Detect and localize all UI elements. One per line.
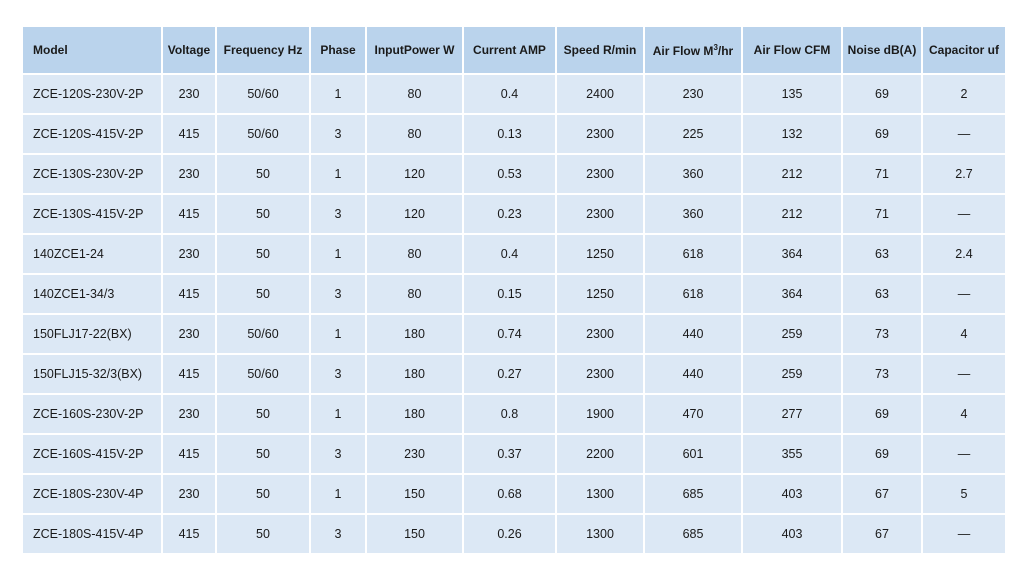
table-cell: 50 [217, 235, 309, 273]
table-cell: 230 [163, 75, 215, 113]
model-cell: 150FLJ17-22(BX) [23, 315, 161, 353]
table-cell: 50 [217, 475, 309, 513]
table-cell: 1 [311, 75, 365, 113]
table-cell: 73 [843, 315, 921, 353]
table-cell: 601 [645, 435, 741, 473]
model-cell: 140ZCE1-34/3 [23, 275, 161, 313]
column-header: Current AMP [464, 27, 555, 73]
table-cell: 685 [645, 515, 741, 553]
table-cell: 2300 [557, 155, 643, 193]
table-cell: 5 [923, 475, 1005, 513]
table-cell: 230 [163, 155, 215, 193]
table-cell: 1 [311, 155, 365, 193]
table-cell: 120 [367, 195, 462, 233]
column-header: Air Flow CFM [743, 27, 841, 73]
table-cell: 80 [367, 275, 462, 313]
table-cell: 230 [367, 435, 462, 473]
column-header: Voltage [163, 27, 215, 73]
table-cell: 0.13 [464, 115, 555, 153]
table-cell: 180 [367, 315, 462, 353]
table-row [23, 435, 1005, 473]
table-cell: — [923, 275, 1005, 313]
table-cell: 0.23 [464, 195, 555, 233]
table-cell: 180 [367, 395, 462, 433]
table-cell: 67 [843, 475, 921, 513]
table-row [23, 315, 1005, 353]
column-header [645, 27, 741, 73]
table-cell: — [923, 515, 1005, 553]
table-cell: 50 [217, 515, 309, 553]
table-row [23, 475, 1005, 513]
table-cell: 2.7 [923, 155, 1005, 193]
table-cell: 1 [311, 475, 365, 513]
table-cell: 230 [163, 395, 215, 433]
table-cell: 120 [367, 155, 462, 193]
header-superscript: 3 [713, 42, 718, 52]
table-cell: 2 [923, 75, 1005, 113]
table-row [23, 235, 1005, 273]
table-cell: — [923, 115, 1005, 153]
table-cell: — [923, 435, 1005, 473]
header-text: /hr [717, 43, 734, 58]
table-cell: 364 [743, 235, 841, 273]
table-cell: 50 [217, 395, 309, 433]
table-cell: — [923, 195, 1005, 233]
table-cell: 150 [367, 475, 462, 513]
column-header: InputPower W [367, 27, 462, 73]
spec-table-container [21, 25, 1007, 555]
table-cell: 230 [163, 235, 215, 273]
table-cell: 1 [311, 235, 365, 273]
table-cell: 180 [367, 355, 462, 393]
column-header: Model [23, 27, 161, 73]
table-cell: 69 [843, 115, 921, 153]
table-cell: 685 [645, 475, 741, 513]
table-cell: 80 [367, 75, 462, 113]
table-cell: 618 [645, 235, 741, 273]
table-cell: 135 [743, 75, 841, 113]
table-cell: 3 [311, 515, 365, 553]
table-cell: 63 [843, 235, 921, 273]
column-header: Phase [311, 27, 365, 73]
table-cell: 2300 [557, 195, 643, 233]
model-cell: 140ZCE1-24 [23, 235, 161, 273]
table-cell: 50 [217, 275, 309, 313]
table-cell: 1250 [557, 235, 643, 273]
table-cell: 0.27 [464, 355, 555, 393]
model-cell: ZCE-130S-415V-2P [23, 195, 161, 233]
table-cell: 277 [743, 395, 841, 433]
model-cell: ZCE-160S-415V-2P [23, 435, 161, 473]
table-cell: — [923, 355, 1005, 393]
fan-spec-table [21, 25, 1007, 555]
table-body [23, 75, 1005, 553]
table-cell: 415 [163, 435, 215, 473]
table-cell: 2300 [557, 315, 643, 353]
header-row [23, 27, 1005, 73]
table-cell: 0.15 [464, 275, 555, 313]
table-cell: 415 [163, 115, 215, 153]
table-cell: 364 [743, 275, 841, 313]
table-cell: 230 [163, 315, 215, 353]
table-cell: 440 [645, 315, 741, 353]
table-cell: 3 [311, 195, 365, 233]
table-header [23, 27, 1005, 73]
table-cell: 50 [217, 435, 309, 473]
table-cell: 230 [163, 475, 215, 513]
table-cell: 1250 [557, 275, 643, 313]
column-header: Frequency Hz [217, 27, 309, 73]
table-cell: 2300 [557, 115, 643, 153]
table-cell: 73 [843, 355, 921, 393]
table-cell: 50/60 [217, 315, 309, 353]
table-cell: 0.53 [464, 155, 555, 193]
table-cell: 50/60 [217, 355, 309, 393]
table-cell: 415 [163, 355, 215, 393]
table-cell: 259 [743, 315, 841, 353]
table-cell: 69 [843, 395, 921, 433]
table-cell: 67 [843, 515, 921, 553]
table-cell: 1900 [557, 395, 643, 433]
model-cell: ZCE-120S-230V-2P [23, 75, 161, 113]
table-cell: 355 [743, 435, 841, 473]
table-cell: 3 [311, 435, 365, 473]
table-cell: 50/60 [217, 115, 309, 153]
table-cell: 2200 [557, 435, 643, 473]
model-cell: ZCE-160S-230V-2P [23, 395, 161, 433]
model-cell: 150FLJ15-32/3(BX) [23, 355, 161, 393]
table-cell: 415 [163, 195, 215, 233]
model-cell: ZCE-180S-230V-4P [23, 475, 161, 513]
model-cell: ZCE-180S-415V-4P [23, 515, 161, 553]
table-cell: 1300 [557, 515, 643, 553]
table-cell: 415 [163, 515, 215, 553]
table-cell: 71 [843, 155, 921, 193]
table-cell: 0.8 [464, 395, 555, 433]
table-cell: 150 [367, 515, 462, 553]
table-cell: 618 [645, 275, 741, 313]
model-cell: ZCE-130S-230V-2P [23, 155, 161, 193]
model-cell: ZCE-120S-415V-2P [23, 115, 161, 153]
table-cell: 1 [311, 315, 365, 353]
table-row [23, 355, 1005, 393]
column-header: Noise dB(A) [843, 27, 921, 73]
table-row [23, 115, 1005, 153]
table-cell: 71 [843, 195, 921, 233]
table-cell: 50 [217, 195, 309, 233]
table-cell: 0.37 [464, 435, 555, 473]
table-cell: 132 [743, 115, 841, 153]
table-cell: 2.4 [923, 235, 1005, 273]
table-cell: 0.26 [464, 515, 555, 553]
table-cell: 415 [163, 275, 215, 313]
table-cell: 0.68 [464, 475, 555, 513]
table-cell: 80 [367, 235, 462, 273]
table-row [23, 195, 1005, 233]
table-cell: 3 [311, 115, 365, 153]
table-cell: 403 [743, 475, 841, 513]
table-cell: 69 [843, 75, 921, 113]
table-cell: 1 [311, 395, 365, 433]
table-cell: 0.74 [464, 315, 555, 353]
table-cell: 69 [843, 435, 921, 473]
column-header: Speed R/min [557, 27, 643, 73]
table-cell: 0.4 [464, 75, 555, 113]
table-row [23, 275, 1005, 313]
table-cell: 2300 [557, 355, 643, 393]
table-row [23, 75, 1005, 113]
table-cell: 0.4 [464, 235, 555, 273]
table-cell: 63 [843, 275, 921, 313]
table-cell: 360 [645, 195, 741, 233]
table-cell: 80 [367, 115, 462, 153]
table-cell: 3 [311, 275, 365, 313]
table-cell: 470 [645, 395, 741, 433]
table-cell: 403 [743, 515, 841, 553]
table-cell: 4 [923, 395, 1005, 433]
table-cell: 360 [645, 155, 741, 193]
header-text: Air Flow M [652, 43, 714, 58]
table-row [23, 515, 1005, 553]
table-cell: 50 [217, 155, 309, 193]
table-cell: 212 [743, 155, 841, 193]
column-header: Capacitor uf [923, 27, 1005, 73]
table-cell: 225 [645, 115, 741, 153]
table-cell: 440 [645, 355, 741, 393]
table-cell: 4 [923, 315, 1005, 353]
table-row [23, 395, 1005, 433]
table-cell: 259 [743, 355, 841, 393]
table-cell: 212 [743, 195, 841, 233]
table-cell: 1300 [557, 475, 643, 513]
table-cell: 230 [645, 75, 741, 113]
table-cell: 50/60 [217, 75, 309, 113]
table-cell: 2400 [557, 75, 643, 113]
table-row [23, 155, 1005, 193]
table-cell: 3 [311, 355, 365, 393]
